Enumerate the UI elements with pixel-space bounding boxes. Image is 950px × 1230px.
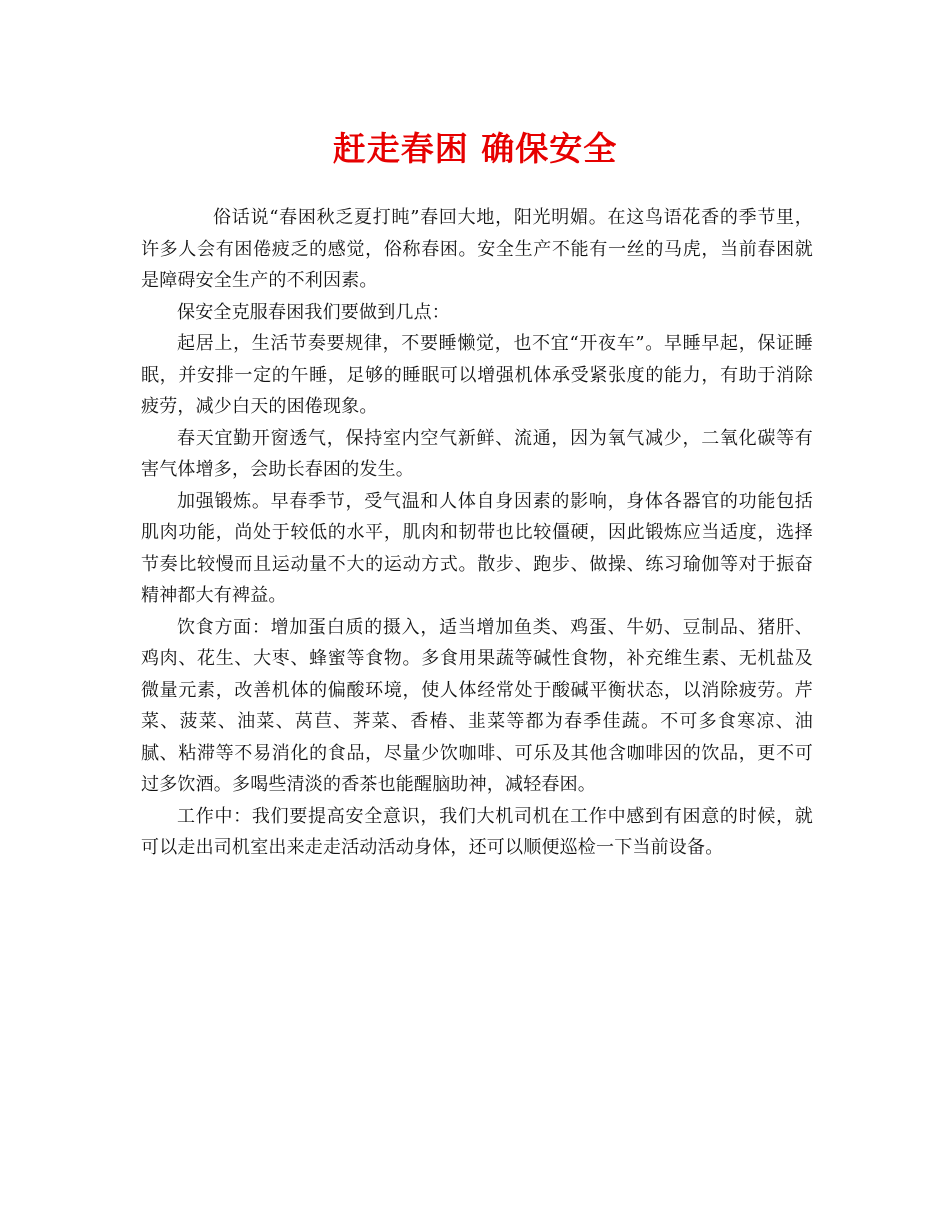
paragraph-work: 工作中：我们要提高安全意识，我们大机司机在工作中感到有困意的时候，就可以走出司机室出来走走活动活动身体，还可以顺便巡检一下当前设备。 bbox=[141, 805, 813, 858]
paragraph-intro: 俗话说“春困秋乏夏打盹”春回大地，阳光明媚。在这鸟语花香的季节里，许多人会有困倦疲乏的感觉，俗称春困。安全生产不能有一丝的马虎，当前春困就是障碍安全生产的不利因素。 bbox=[141, 207, 813, 291]
paragraph-exercise: 加强锻炼。早春季节，受气温和人体自身因素的影响，身体各器官的功能包括肌肉功能，尚处于较低的水平，肌肉和韧带也比较僵硬，因此锻炼应当适度，选择节奏比较慢而且运动量不大的运动方式。散步、跑步、做操、练习瑜伽等对于振奋精神都大有裨益。 bbox=[141, 490, 813, 606]
paragraph-daily-routine: 起居上，生活节奏要规律，不要睡懒觉，也不宜“开夜车”。早睡早起，保证睡眠，并安排一定的午睡，足够的睡眠可以增强机体承受紧张度的能力，有助于消除疲劳，减少白天的困倦现象。 bbox=[141, 333, 813, 417]
paragraph-ventilation: 春天宜勤开窗透气，保持室内空气新鲜、流通，因为氧气减少，二氧化碳等有害气体增多，会助长春困的发生。 bbox=[141, 427, 813, 480]
paragraph-points-heading: 保安全克服春困我们要做到几点： bbox=[177, 301, 450, 323]
document-body bbox=[141, 202, 813, 864]
document-title: 赶走春困 确保安全 bbox=[332, 129, 618, 168]
paragraph-diet: 饮食方面：增加蛋白质的摄入，适当增加鱼类、鸡蛋、牛奶、豆制品、猪肝、鸡肉、花生、大枣、蜂蜜等食物。多食用果蔬等碱性食物，补充维生素、无机盐及微量元素，改善机体的偏酸环境，使人体经常处于酸碱平衡状态，以消除疲劳。芹菜、菠菜、油菜、莴苣、荠菜、香椿、韭菜等都为春季佳蔬。不可多食寒凉、油腻、粘滞等不易消化的食品，尽量少饮咖啡、可乐及其他含咖啡因的饮品，更不可过多饮酒。多喝些清淡的香茶也能醒脑助神，减轻春困。 bbox=[141, 616, 813, 795]
